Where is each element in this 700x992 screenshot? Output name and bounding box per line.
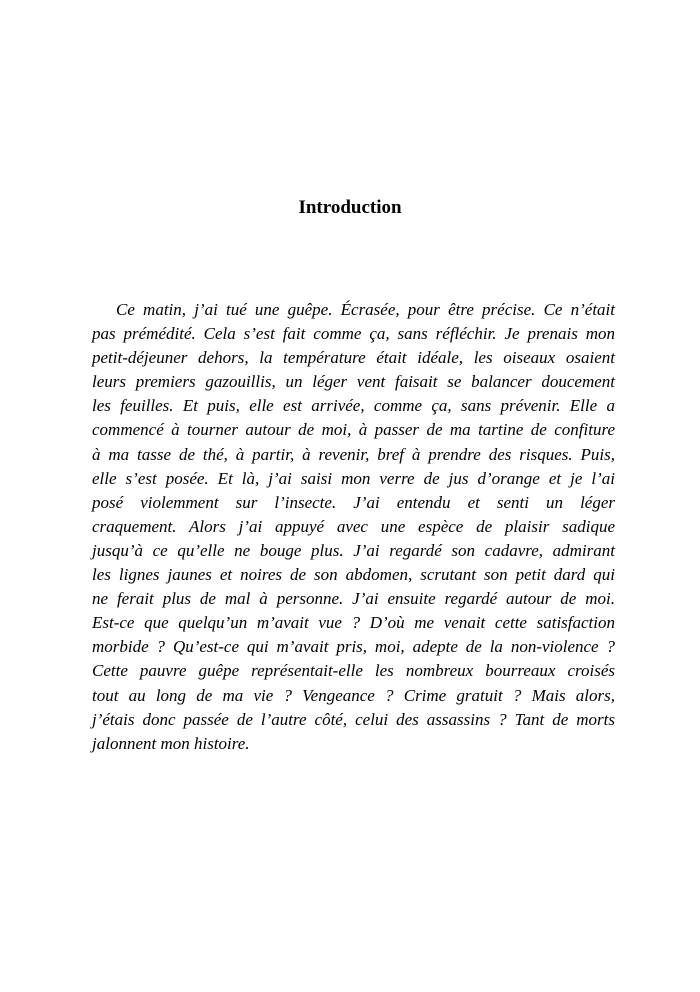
paragraph-line: leurs premiers gazouillis, un léger vent faisait se balancer doucement: [92, 372, 615, 392]
body-paragraph: [92, 298, 615, 756]
paragraph-line: elle s’est posée. Et là, j’ai saisi mon verre de jus d’orange et je l’ai: [92, 468, 615, 488]
page-title: Introduction: [298, 197, 402, 218]
paragraph-line: pas prémédité. Cela s’est fait comme ça, sans réfléchir. Je prenais mon: [92, 324, 615, 344]
paragraph-line: à ma tasse de thé, à partir, à revenir, bref à prendre des risques. Puis,: [92, 444, 615, 464]
paragraph-line: Ce matin, j’ai tué une guêpe. Écrasée, pour être précise. Ce n’était: [116, 300, 615, 319]
paragraph-line: petit-déjeuner dehors, la température était idéale, les oiseaux osaient: [92, 348, 615, 368]
paragraph-line: ne ferait plus de mal à personne. J’ai ensuite regardé autour de moi.: [92, 589, 615, 609]
paragraph-line: morbide ? Qu’est-ce qui m’avait pris, moi, adepte de la non-violence ?: [92, 637, 615, 657]
paragraph-line: les lignes jaunes et noires de son abdomen, scrutant son petit dard qui: [92, 565, 615, 585]
paragraph-line: commencé à tourner autour de moi, à passer de ma tartine de confiture: [92, 420, 615, 440]
paragraph-line: posé violemment sur l’insecte. J’ai entendu et senti un léger: [92, 492, 615, 512]
paragraph-line: j’étais donc passée de l’autre côté, celui des assassins ? Tant de morts: [92, 709, 615, 729]
paragraph-line: craquement. Alors j’ai appuyé avec une espèce de plaisir sadique: [92, 516, 615, 536]
paragraph-line: tout au long de ma vie ? Vengeance ? Crime gratuit ? Mais alors,: [92, 685, 615, 705]
paragraph-line: jalonnent mon histoire.: [92, 733, 250, 753]
paragraph-line: Est-ce que quelqu’un m’avait vue ? D’où me venait cette satisfaction: [92, 613, 615, 633]
paragraph-line: les feuilles. Et puis, elle est arrivée, comme ça, sans prévenir. Elle a: [92, 396, 615, 416]
paragraph-line: jusqu’à ce qu’elle ne bouge plus. J’ai regardé son cadavre, admirant: [92, 540, 615, 560]
paragraph-line: Cette pauvre guêpe représentait-elle les nombreux bourreaux croisés: [92, 661, 615, 681]
